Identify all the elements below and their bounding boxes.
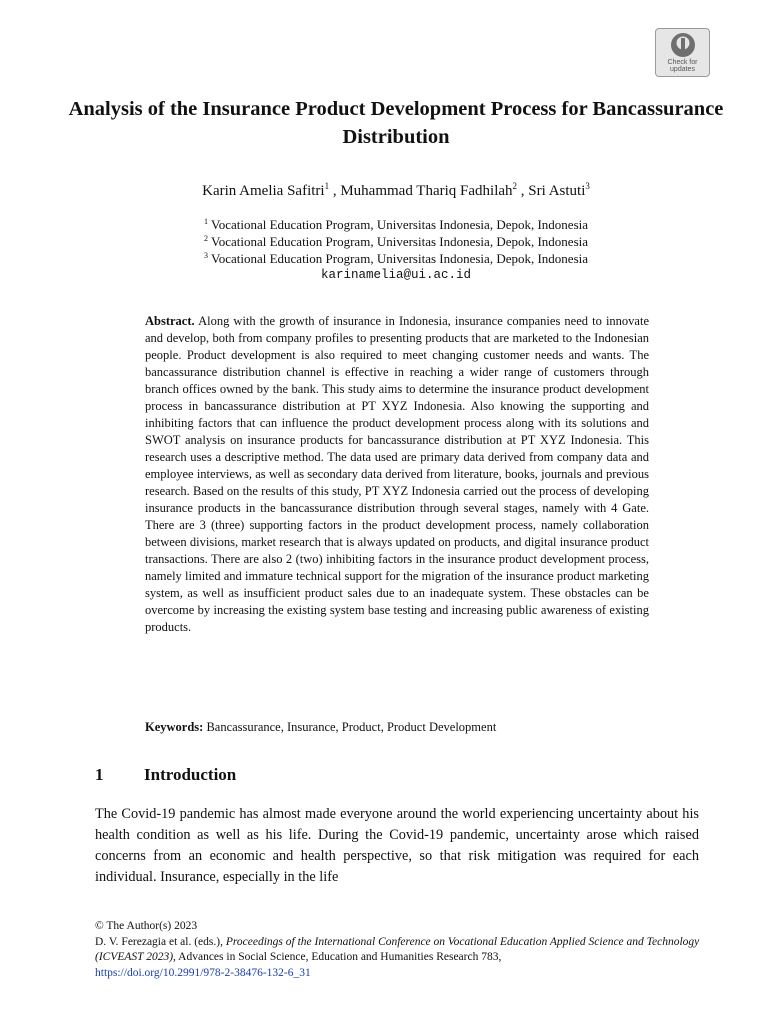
section-heading bbox=[95, 764, 236, 786]
footer bbox=[95, 919, 705, 981]
section-title: Introduction bbox=[144, 765, 237, 784]
abstract-label: Abstract. bbox=[145, 314, 195, 328]
citation-editors: D. V. Ferezagia et al. (eds.), bbox=[95, 935, 223, 948]
affiliation-mark: 1 bbox=[203, 217, 208, 226]
section-number: 1 bbox=[95, 765, 104, 784]
introduction-paragraph: The Covid-19 pandemic has almost made everyone around the world experiencing uncertainty about his health condition as well as his life. During the Covid-19 pandemic, uncertainty arose which raised concerns from an economic and health perspective, so that risk mitigation was required for each individual. Insurance, especially in the life bbox=[95, 806, 699, 885]
contact-email[interactable]: karinamelia@ui.ac.id bbox=[320, 268, 472, 282]
paper-title: Analysis of the Insurance Product Development Process for Bancassurance Distribution bbox=[68, 98, 724, 148]
copyright-notice: © The Author(s) 2023 bbox=[95, 920, 198, 932]
author-affiliation-mark: 3 bbox=[585, 181, 590, 191]
author-affiliation-mark: 2 bbox=[512, 181, 518, 191]
affiliation-line bbox=[60, 216, 732, 233]
doi-link[interactable]: https://doi.org/10.2991/978-2-38476-132-6_31 bbox=[95, 966, 311, 979]
keywords-label: Keywords: bbox=[145, 720, 204, 734]
keywords bbox=[145, 719, 649, 736]
keywords-text: Bancassurance, Insurance, Product, Product Development bbox=[206, 720, 497, 734]
affiliation-text: Vocational Education Program, Universitas Indonesia, Depok, Indonesia bbox=[210, 251, 589, 266]
check-for-updates-icon bbox=[670, 32, 696, 58]
citation-proceedings: Proceedings of the International Conference on Vocational Education Applied Science and Technology (ICVEAST 2023) bbox=[95, 935, 700, 963]
affiliation-line bbox=[60, 250, 732, 267]
author-affiliation-mark: 1 bbox=[324, 181, 330, 191]
citation bbox=[95, 935, 705, 966]
author-name: Sri Astuti bbox=[528, 183, 586, 199]
affiliation-mark: 3 bbox=[203, 251, 208, 260]
citation-series: , Advances in Social Science, Education and Humanities Research 783, bbox=[173, 951, 502, 963]
check-for-updates-label: Check for updates bbox=[667, 59, 698, 73]
author-name: Karin Amelia Safitri bbox=[202, 183, 325, 199]
affiliation-text: Vocational Education Program, Universitas Indonesia, Depok, Indonesia bbox=[210, 217, 589, 232]
check-for-updates-badge[interactable] bbox=[655, 28, 710, 77]
affiliation-line bbox=[60, 233, 732, 250]
abstract bbox=[145, 313, 649, 636]
abstract-text: Along with the growth of insurance in Indonesia, insurance companies need to innovate and develop, both from company profiles to presenting products that are marketed to the Indonesian people. Product development is also required to meet changing customer needs and wants. The bancassurance distribution channel is effective in reaching a wider range of customers through branch offices owned by the bank. This study aims to determine the insurance product development process in bancassurance distribution at PT XYZ Indonesia. Also knowing the supporting and inhibiting factors that can influence the product development process along with its solutions and SWOT analysis on insurance products for bancassurance distribution at PT XYZ Indonesia. This research uses a descriptive method. The data used are primary data derived from company data and employee interviews, as well as secondary data derived from literature, books, journals and previous research. Based on the results of this study, PT XYZ Indonesia carried out the process of developing insurance products in the bancassurance distribution through several stages, namely with 4 Gate. There are 3 (three) supporting factors in the product development process, namely collaboration between divisions, market research that is always updated on products, and digital insurance product transactions. There are also 2 (two) inhibiting factors in the insurance product development process, namely limited and immature technical support for the migration of the insurance product marketing system, as well as insufficient product sales due to an inadequate system. These obstacles can be overcome by increasing the existing system base testing and increasing public awareness of existing products. bbox=[145, 314, 649, 634]
author-list: Karin Amelia Safitri$^1$ , Muhammad Thariq Fadhilah$^2$ , Sri Astuti$^3$ bbox=[202, 181, 590, 199]
affiliation-mark: 2 bbox=[203, 234, 208, 243]
author-name: Muhammad Thariq Fadhilah bbox=[340, 183, 513, 199]
affiliation-text: Vocational Education Program, Universitas Indonesia, Depok, Indonesia bbox=[210, 234, 589, 249]
affiliation-list bbox=[60, 216, 732, 284]
